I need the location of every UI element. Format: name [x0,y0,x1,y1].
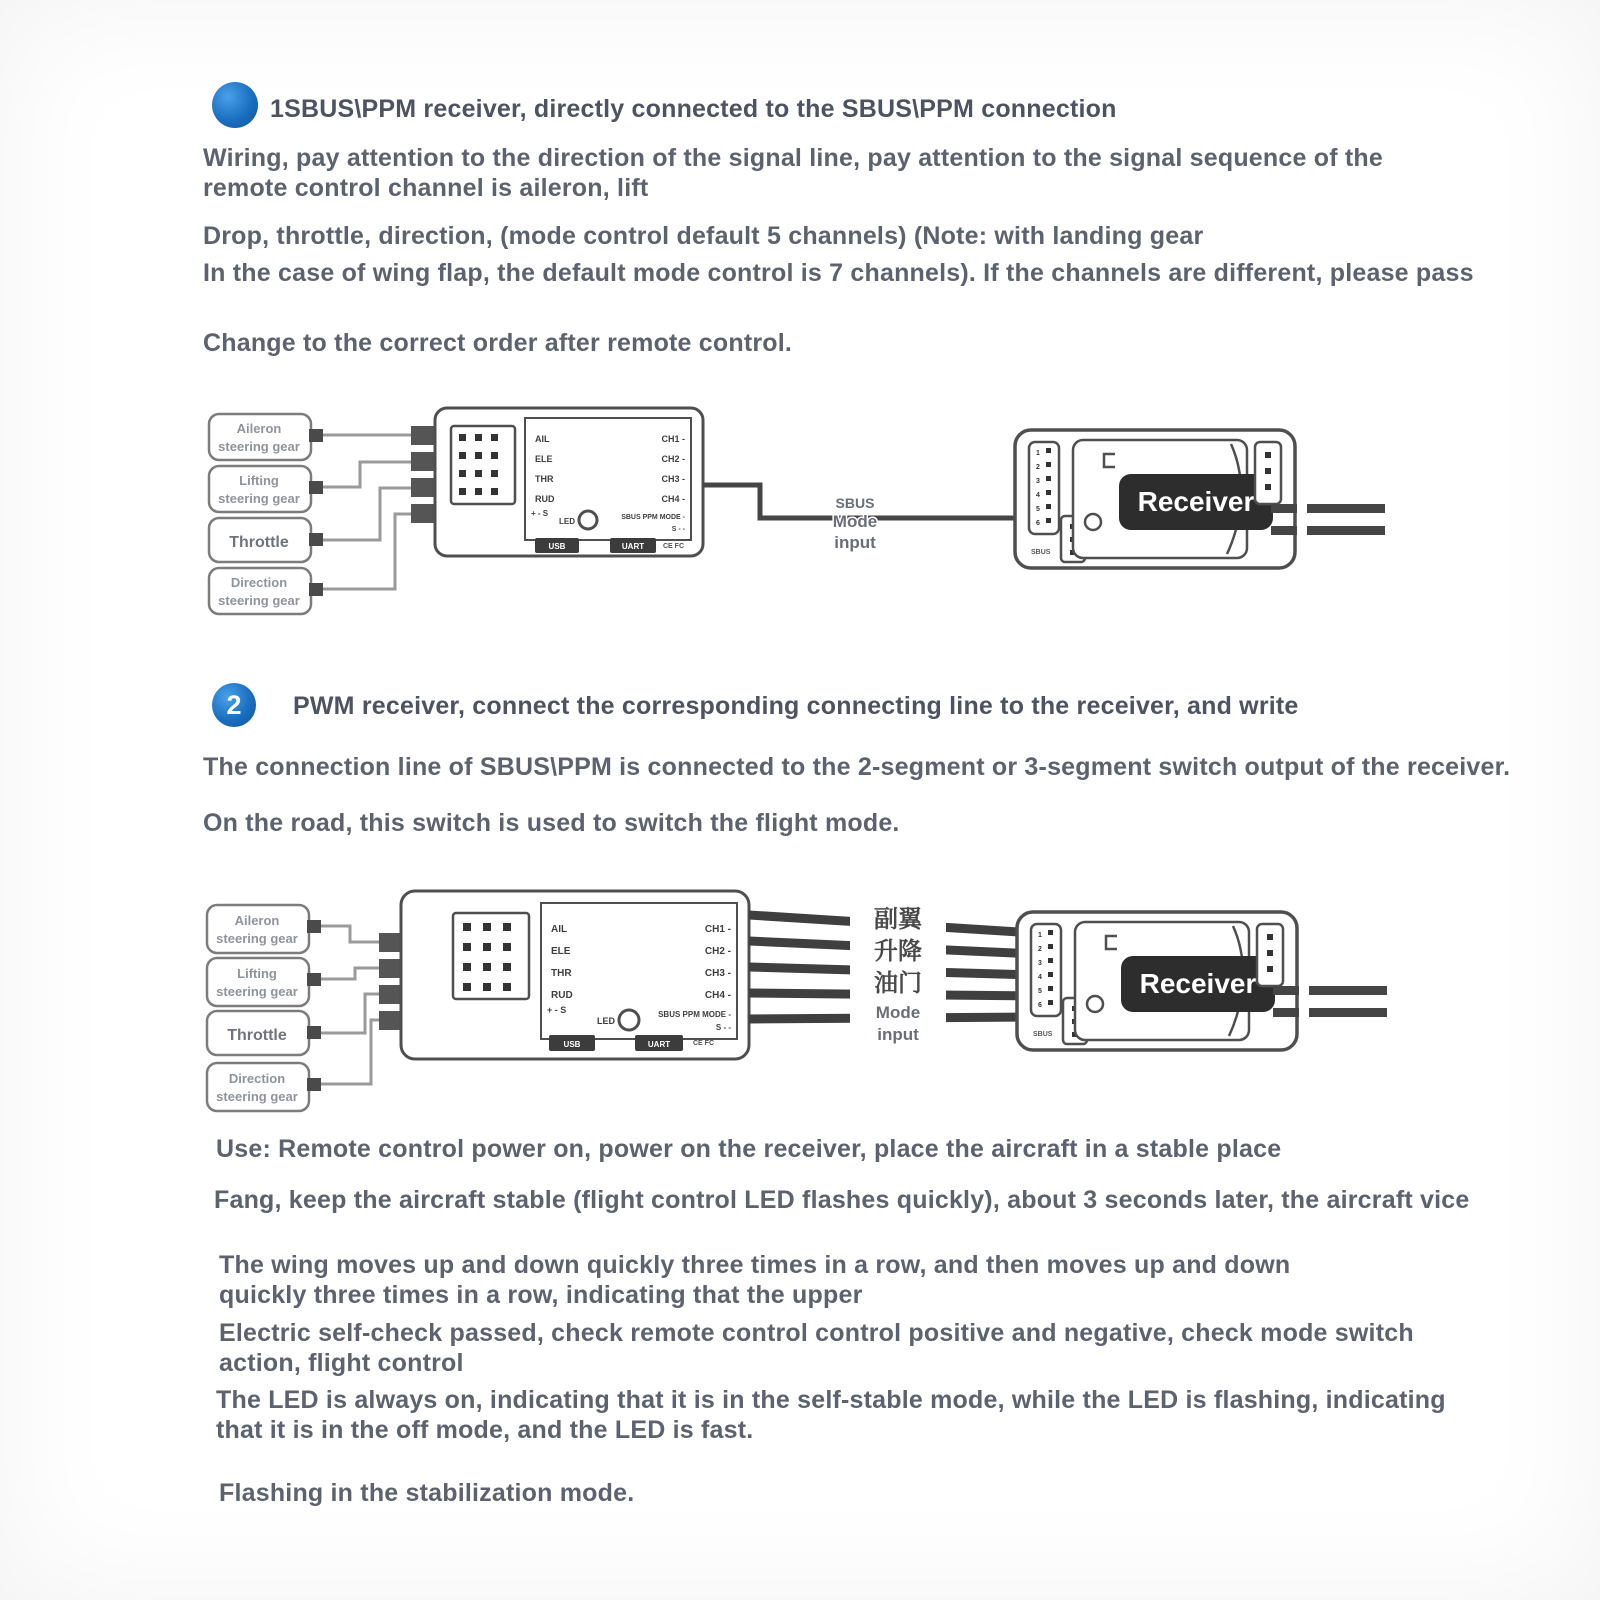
servo-connector-stub [309,533,323,546]
svg-text:1: 1 [1036,450,1040,457]
svg-text:3: 3 [1038,960,1042,967]
servo-label: steering gear [218,491,300,506]
fc-pin-label: + - S [531,509,549,518]
svg-text:4: 4 [1038,974,1042,981]
servo-label: steering gear [216,931,298,946]
cn-label-throttle: 油门 [874,970,922,997]
servo-connector-stub [307,1078,321,1091]
wiring-diagram-sbus [195,390,1585,640]
fc-s-label: S - - [671,526,685,533]
mode-input-label [850,895,946,1047]
fc-sbus-mode-label: SBUS PPM MODE - [658,1010,731,1019]
fc-pin-label: AIL [551,924,568,935]
servo-label: Throttle [227,1027,287,1044]
svg-text:SBUS: SBUS [835,495,875,511]
usage-paragraph-3: The wing moves up and down quickly three times in a row, and then moves up and down quickly three times in a row, indicating that the upper [219,1251,1291,1309]
usage-paragraph-4: Electric self-check passed, check remote control control positive and negative, check mode switch action, flight control [219,1319,1414,1377]
fc-uart-label: UART [621,542,645,551]
section2-heading: PWM receiver, connect the corresponding connecting line to the receiver, and write [293,692,1299,720]
sbus-mode-input-label [833,495,877,552]
svg-text:2: 2 [1036,464,1040,471]
servo-box-direction [209,568,323,614]
fc-pin-label: THR [535,474,554,484]
svg-text:5: 5 [1036,506,1040,513]
fc-channel-label: CH2 - [704,946,731,957]
fc-pin-label: THR [551,968,572,979]
section2-number: 2 [226,689,242,720]
section1-paragraph-2: Drop, throttle, direction, (mode control default 5 channels) (Note: with landing gear [203,222,1204,250]
servo-label: Direction [228,1071,286,1086]
servo-label: steering gear [218,593,300,608]
fc-led-label: LED [597,1016,615,1026]
receiver-right-connector-pins [1267,934,1273,972]
fc-channel-label: CH3 - [704,968,731,979]
fc-usb-label: USB [563,1040,581,1049]
fc-channel-label: CH1 - [661,434,685,444]
section1-paragraph-4: Change to the correct order after remote control. [203,329,793,357]
fc-input-connectors [379,933,401,1030]
servo-box-direction [207,1063,321,1111]
usage-paragraph-6: Flashing in the stabilization mode. [219,1479,635,1507]
svg-text:input: input [877,1025,919,1044]
servo-connector-stub [309,481,323,494]
fc-pin-label: RUD [551,990,573,1001]
receiver-module [1015,430,1385,568]
receiver-label: Receiver [1139,968,1257,999]
servo-box-throttle [209,518,323,562]
fc-pin-label: AIL [535,434,550,444]
usage-paragraph-1: Use: Remote control power on, power on the receiver, place the aircraft in a stable place [216,1135,1282,1163]
servo-wires [321,926,379,1084]
fc-channel-label: CH4 - [704,990,731,1001]
servo-wires [323,435,411,589]
servo-label: steering gear [216,984,298,999]
fc-usb-label: USB [548,542,566,551]
fc-s-label: S - - [715,1023,731,1032]
receiver-pin-strip [1029,442,1059,534]
receiver-sbus-label: SBUS [1033,1031,1053,1038]
svg-text:3: 3 [1036,478,1040,485]
fc-sbus-mode-label: SBUS PPM MODE - [621,514,685,521]
usage-paragraph-5: The LED is always on, indicating that it is in the self-stable mode, while the LED is flashing, indicating that it is in the off mode, and the LED is fast. [216,1386,1446,1444]
servo-label: steering gear [216,1089,298,1104]
fc-cert-label: CE FC [663,543,684,550]
fc-pin-label: RUD [535,494,555,504]
servo-connector-stub [307,1026,321,1039]
receiver-label: Receiver [1137,486,1255,517]
fc-cert-label: CE FC [693,1040,714,1047]
section1-paragraph-3: In the case of wing flap, the default mode control is 7 channels). If the channels are different, please pass [203,259,1474,287]
receiver-sbus-label: SBUS [1031,549,1051,556]
servo-box-lifting [209,466,323,512]
svg-text:Mode: Mode [875,1003,921,1022]
section1-bullet-icon [212,82,258,128]
servo-connector-stub [307,973,321,986]
section2-paragraph-1: The connection line of SBUS\PPM is connected to the 2-segment or 3-segment switch output of the receiver. [203,753,1511,781]
servo-label: Lifting [237,966,277,981]
servo-connector-stub [309,429,323,442]
servo-label: Throttle [229,534,289,551]
receiver-led-indicator [1085,514,1101,530]
servo-label: Lifting [239,473,279,488]
section1-paragraph-1: Wiring, pay attention to the direction of the signal line, pay attention to the signal sequence of the remote control channel is aileron, lift [203,144,1383,202]
servo-label: Aileron [236,421,282,436]
receiver-pin-strip [1031,924,1061,1016]
fc-input-connectors [411,426,435,523]
fc-pin-label: ELE [551,946,571,957]
section2-paragraph-2: On the road, this switch is used to switch the flight mode. [203,809,900,837]
svg-text:6: 6 [1036,520,1040,527]
svg-text:1: 1 [1038,932,1042,939]
svg-text:Mode: Mode [832,512,878,531]
fc-led-label: LED [559,517,575,526]
fc-channel-label: CH4 - [661,494,685,504]
flight-controller [401,891,749,1059]
fc-channel-label: CH2 - [661,454,685,464]
svg-text:5: 5 [1038,988,1042,995]
fc-channel-label: CH3 - [661,474,685,484]
flight-controller [435,408,703,556]
svg-text:4: 4 [1036,492,1040,499]
svg-text:input: input [834,533,876,552]
svg-text:2: 2 [1038,946,1042,953]
fc-led-indicator [619,1010,639,1030]
servo-connector-stub [309,583,323,596]
servo-box-aileron [207,905,321,953]
receiver-led-indicator [1087,996,1103,1012]
fc-pin-label: ELE [535,454,553,464]
receiver-module [1017,912,1387,1050]
servo-connector-stub [307,920,321,933]
wiring-diagram-pwm [195,875,1585,1130]
servo-box-throttle [207,1011,321,1055]
usage-paragraph-2: Fang, keep the aircraft stable (flight control LED flashes quickly), about 3 seconds later, the aircraft vice [214,1186,1470,1214]
fc-channel-label: CH1 - [704,924,731,935]
servo-label: Aileron [234,913,280,928]
section2-bullet-icon [212,683,256,727]
fc-pin-label: + - S [547,1005,567,1015]
servo-box-lifting [207,958,321,1006]
receiver-right-connector-pins [1265,452,1271,490]
servo-label: Direction [230,575,288,590]
cn-label-aileron: 副翼 [874,906,922,933]
section1-heading: 1SBUS\PPM receiver, directly connected to the SBUS\PPM connection [270,95,1117,123]
servo-box-aileron [209,414,323,460]
fc-led-indicator [579,511,597,529]
cn-label-elevator: 升降 [874,938,922,965]
fc-uart-label: UART [647,1040,671,1049]
servo-label: steering gear [218,439,300,454]
svg-text:6: 6 [1038,1002,1042,1009]
